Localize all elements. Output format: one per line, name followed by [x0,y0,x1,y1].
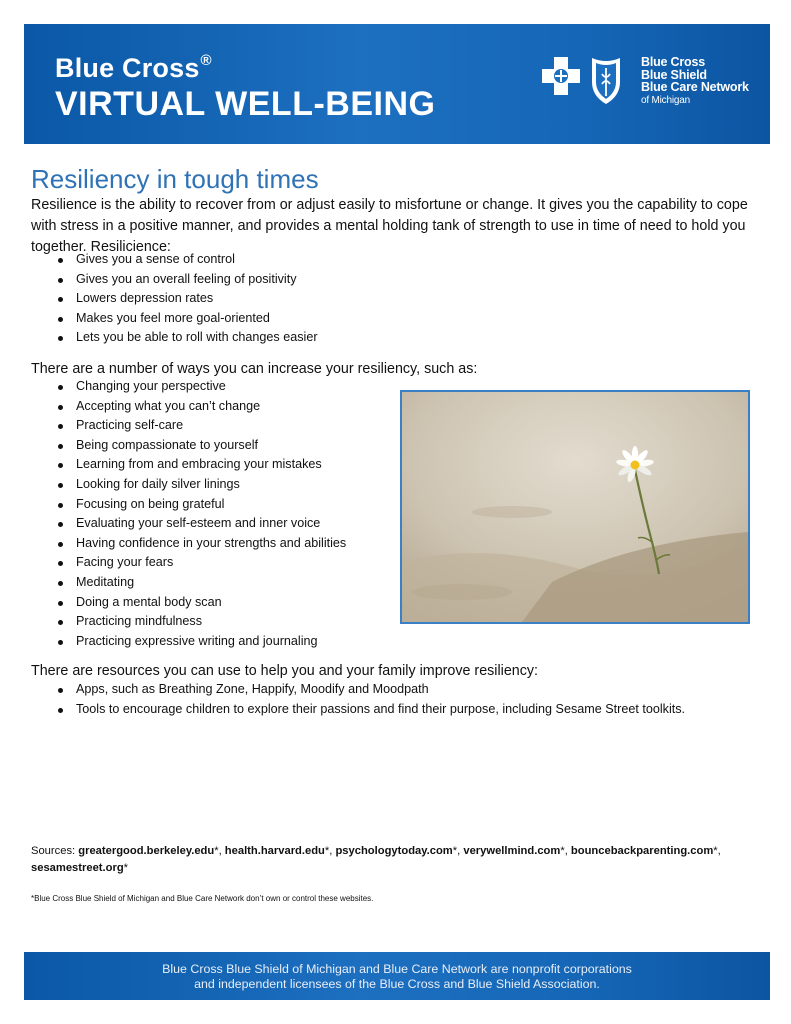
footer-line-1: Blue Cross Blue Shield of Michigan and Blue Care Network are nonprofit corporations [162,962,632,976]
source-link: health.harvard.edu [224,845,325,857]
source-link: sesamestreet.org [31,862,124,874]
blue-shield-symbol-icon [592,58,620,104]
source-link: bouncebackparenting.com [570,845,714,857]
blue-cross-symbol-icon [542,57,580,95]
list-item: Looking for daily silver linings [56,475,346,495]
disclaimer: *Blue Cross Blue Shield of Michigan and Blue Care Network don’t own or control these websites. [31,894,374,903]
organization-name: Blue Cross Blue Shield Blue Care Network of Michigan [641,55,749,106]
ways-list [56,377,346,651]
bcbs-logo [538,54,633,110]
list-item: Practicing mindfulness [56,612,346,632]
list-item: Practicing expressive writing and journaling [56,632,346,652]
list-item: Learning from and embracing your mistakes [56,455,346,475]
resources-intro: There are resources you can use to help you and your family improve resiliency: [31,663,538,679]
resources-list [56,680,685,719]
daisy-illustration [402,392,748,622]
list-item: Apps, such as Breathing Zone, Happify, Moodify and Moodpath [56,680,685,700]
program-title: VIRTUAL WELL-BEING [55,85,436,123]
daisy-in-sand-photo [400,390,750,624]
source-link: greatergood.berkeley.edu [78,845,215,857]
list-item: Lets you be able to roll with changes easier [56,328,318,348]
list-item: Being compassionate to yourself [56,436,346,456]
brand-name: Blue Cross® [55,52,212,83]
header-banner [24,24,770,144]
sources-line: Sources: greatergood.berkeley.edu*, health.harvard.edu*, psychologytoday.com*, verywellmind.com*, bouncebackparenting.com*, sesamestreet.org* [31,845,721,874]
benefits-list [56,250,318,348]
page-heading: Resiliency in tough times [31,164,319,194]
list-item: Accepting what you can’t change [56,397,346,417]
list-item: Lowers depression rates [56,289,318,309]
source-link: psychologytoday.com [335,845,453,857]
footer-line-2: and independent licensees of the Blue Cross and Blue Shield Association. [194,977,600,991]
list-item: Meditating [56,573,346,593]
registered-mark: ® [200,52,212,69]
list-item: Focusing on being grateful [56,495,346,515]
list-item: Evaluating your self-esteem and inner voice [56,514,346,534]
list-item: Gives you an overall feeling of positivity [56,270,318,290]
list-item: Makes you feel more goal-oriented [56,309,318,329]
footer-banner [24,952,770,1000]
list-item: Changing your perspective [56,377,346,397]
source-link: verywellmind.com [463,845,561,857]
list-item: Gives you a sense of control [56,250,318,270]
list-item: Facing your fears [56,553,346,573]
ways-intro: There are a number of ways you can increase your resiliency, such as: [31,361,478,377]
list-item: Practicing self-care [56,416,346,436]
list-item: Doing a mental body scan [56,593,346,613]
intro-paragraph: Resilience is the ability to recover from or adjust easily to misfortune or change. It gives you the capability to cope with stress in a positive manner, and provides a mental holding tank of strength to use in time of need to hold you together. Resilicience: [31,197,748,255]
list-item: Tools to encourage children to explore their passions and find their purpose, including Sesame Street toolkits. [56,700,685,720]
list-item: Having confidence in your strengths and abilities [56,534,346,554]
